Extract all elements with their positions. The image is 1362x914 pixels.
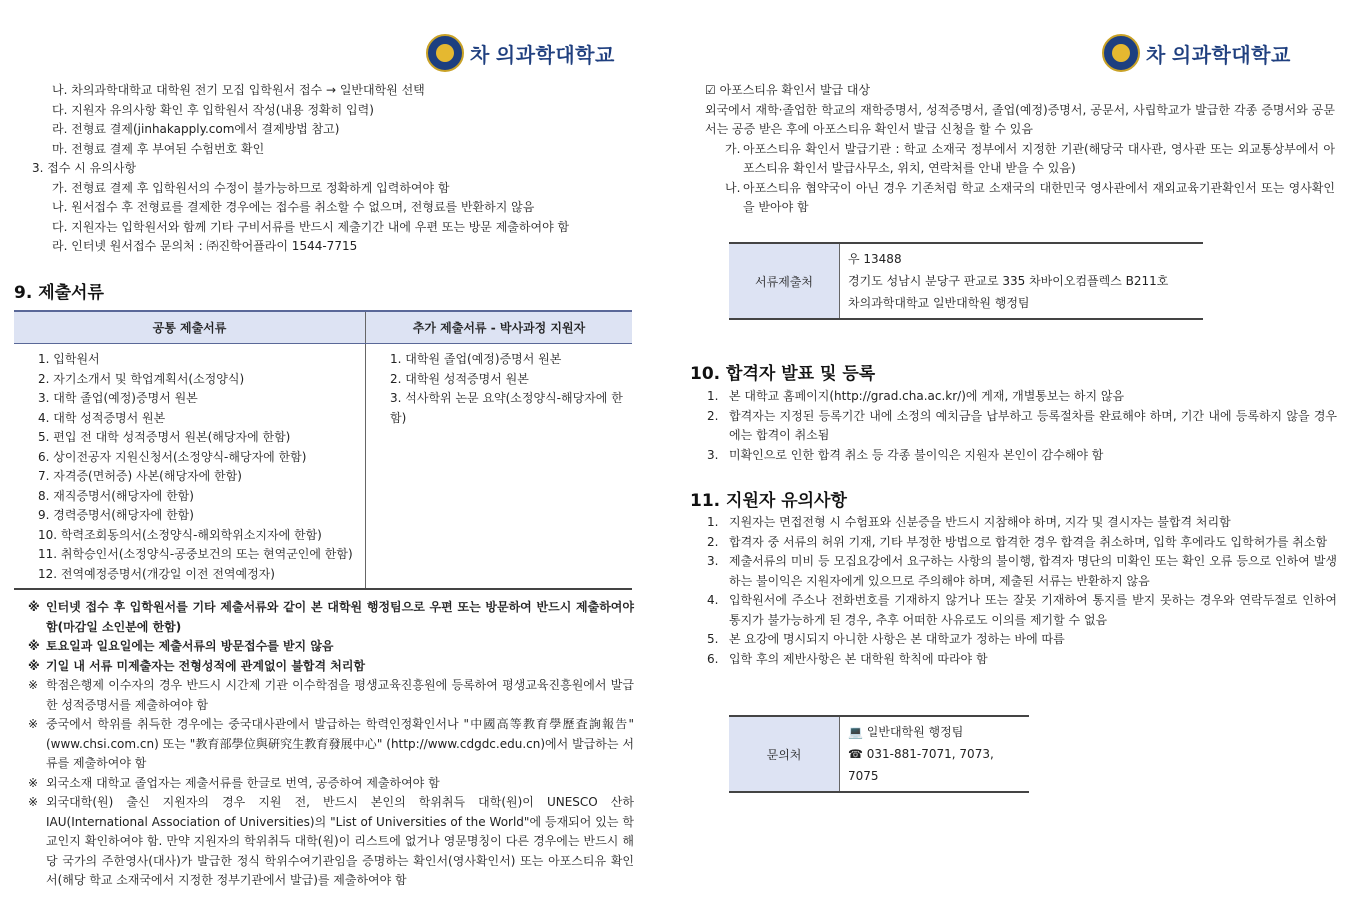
note-item: ※ 학점은행제 이수자의 경우 반드시 시간제 기관 이수학점을 평생교육진흥원에 등록하여 평생교육진흥원에서 발급한 성적증명서를 제출하여야 함 bbox=[28, 678, 634, 712]
application-steps bbox=[0, 81, 660, 257]
list-item: 11. 취학승인서(소정양식-공중보건의 또는 현역군인에 한함) bbox=[38, 547, 353, 561]
list-item: 2. 합격자는 지정된 등록기간 내에 소정의 예치금을 납부하고 등록절차를 완료해야 하며, 기간 내에 등록하지 않을 경우에는 합격이 취소됨 bbox=[707, 408, 1337, 442]
list-item: 4. 입학원서에 주소나 전화번호를 기재하지 않거나 또는 잘못 기재하여 통지를 받지 못하는 경우와 연락두절로 인하여 통지가 불가능하게 된 경우, 추후 어떠한 사유로도 이의를 제기할 수 없음 bbox=[707, 593, 1337, 627]
list-item: 2. 합격자 중 서류의 허위 기재, 기타 부정한 방법으로 합격한 경우 합격을 취소하며, 입학 후에라도 입학허가를 취소함 bbox=[707, 534, 1328, 549]
list-item: 1. 지원자는 면접전형 시 수험표와 신분증을 반드시 지참해야 하며, 지각 및 결시자는 불합격 처리함 bbox=[707, 515, 1231, 529]
item3-title: 3. 접수 시 유의사항 bbox=[32, 161, 137, 175]
note-item: ※ 인터넷 접수 후 입학원서를 기타 제출서류와 같이 본 대학원 행정팀으로 우편 또는 방문하여 반드시 제출하여야 함(마감일 소인분에 한함) bbox=[28, 600, 634, 634]
university-seal-icon bbox=[1102, 34, 1140, 72]
university-name: 차 의과학대학교 bbox=[1146, 44, 1291, 67]
submission-address-box bbox=[729, 242, 1203, 320]
phone-icon: ☎ bbox=[848, 747, 863, 761]
list-item: 4. 대학 성적증명서 원본 bbox=[38, 410, 166, 425]
step-line: 다. 지원자는 입학원서와 함께 기타 구비서류를 반드시 제출기간 내에 우편 또는 방문 제출하여야 함 bbox=[52, 219, 570, 234]
contact-phone: 031-881-7071, 7073, 7075 bbox=[848, 747, 994, 783]
contact-box bbox=[729, 715, 1029, 793]
notes-list bbox=[28, 598, 634, 891]
list-item: 3. 제출서류의 미비 등 모집요강에서 요구하는 사항의 불이행, 합격자 명단의 미확인 또는 확인 오류 등으로 인하여 발생하는 불이익은 지원자에게 있으므로 주의해야 하며, 제출된 서류는 반환하지 않음 bbox=[707, 554, 1337, 588]
list-item: 1. 입학원서 bbox=[38, 352, 100, 366]
university-name: 차 의과학대학교 bbox=[470, 44, 615, 67]
doctoral-docs-header: 추가 제출서류 - 박사과정 지원자 bbox=[366, 311, 633, 344]
note-item: ※ 중국에서 학위를 취득한 경우에는 중국대사관에서 발급하는 학력인정확인서나 "中國高等教育學歷査詢報告" (www.chsi.com.cn) 또는 "教育部學位與硏究生教育發展中心" (http://www.cdgdc.edu.cn)에서 발급하는 서류를 제출하여야 함 bbox=[28, 717, 634, 770]
right-page bbox=[681, 0, 1362, 914]
submission-label: 서류제출처 bbox=[729, 243, 840, 319]
step-line: 나. 원서접수 후 전형료를 결제한 경우에는 접수를 취소할 수 없으며, 전형료를 반환하지 않음 bbox=[52, 200, 535, 214]
step-line: 라. 전형료 결제(jinhakapply.com에서 결제방법 참고) bbox=[52, 122, 340, 136]
list-item: 3. 대학 졸업(예정)증명서 원본 bbox=[38, 391, 198, 405]
common-docs-list bbox=[14, 344, 366, 590]
note-item: ※ 외국소재 대학교 졸업자는 제출서류를 한글로 번역, 공증하여 제출하여야 함 bbox=[28, 775, 440, 790]
contact-label: 문의처 bbox=[729, 716, 840, 792]
apostille-body: 외국에서 재학·졸업한 학교의 재학증명서, 성적증명서, 졸업(예정)증명서, 공문서, 사립학교가 발급한 각종 증명서와 공문서는 공증 받은 후에 아포스티유 확인서 발급 신청을 할 수 있음 bbox=[705, 102, 1335, 136]
apostille-item: 가. 아포스티유 확인서 발급기관 : 학교 소재국 정부에서 지정한 기관(해당국 대사관, 영사관 또는 외교통상부에서 아포스티유 확인서 발급사무소, 위치, 연락처를 안내 받을 수 있음) bbox=[725, 141, 1335, 175]
university-seal-icon bbox=[426, 34, 464, 72]
list-item: 2. 대학원 성적증명서 원본 bbox=[390, 371, 529, 386]
section-9-title: 9. 제출서류 bbox=[14, 283, 104, 303]
documents-table bbox=[14, 310, 632, 590]
section-10-list bbox=[707, 387, 1337, 465]
step-line: 나. 차의과학대학교 대학원 전기 모집 입학원서 접수 → 일반대학원 선택 bbox=[52, 83, 425, 97]
section-11-list bbox=[707, 513, 1337, 669]
step-line: 마. 전형료 결제 후 부여된 수험번호 확인 bbox=[52, 141, 265, 156]
list-item: 5. 편입 전 대학 성적증명서 원본(해당자에 한함) bbox=[38, 430, 291, 444]
common-docs-header: 공통 제출서류 bbox=[14, 311, 366, 344]
list-item: 7. 자격증(면허증) 사본(해당자에 한함) bbox=[38, 469, 242, 483]
list-item: 1. 대학원 졸업(예정)증명서 원본 bbox=[390, 352, 562, 366]
step-line: 가. 전형료 결제 후 입학원서의 수정이 불가능하므로 정확하게 입력하여야 함 bbox=[52, 180, 450, 195]
university-logo bbox=[426, 34, 615, 72]
list-item: 3. 석사학위 논문 요약(소정양식-해당자에 한함) bbox=[390, 391, 623, 425]
step-line: 라. 인터넷 원서접수 문의처 : ㈜진학어플라이 1544-7715 bbox=[52, 239, 358, 253]
list-item: 6. 입학 후의 제반사항은 본 대학원 학칙에 따라야 함 bbox=[707, 651, 988, 666]
apostille-item: 나. 아포스티유 협약국이 아닌 경우 기존처럼 학교 소재국의 대한민국 영사관에서 재외교육기관확인서 또는 영사확인을 받아야 함 bbox=[725, 180, 1335, 214]
submission-address: 우 13488 경기도 성남시 분당구 판교로 335 차바이오컴플렉스 B211호 차의과학대학교 일반대학원 행정팀 bbox=[840, 243, 1204, 319]
section-10-title: 10. 합격자 발표 및 등록 bbox=[690, 364, 876, 384]
section-11-title: 11. 지원자 유의사항 bbox=[690, 491, 847, 511]
computer-icon: 💻 bbox=[848, 725, 863, 739]
apostille-title: ☑ 아포스티유 확인서 발급 대상 bbox=[705, 83, 871, 97]
list-item: 9. 경력증명서(해당자에 한함) bbox=[38, 508, 194, 522]
apostille-section bbox=[705, 81, 1335, 218]
list-item: 8. 재직증명서(해당자에 한함) bbox=[38, 488, 194, 503]
note-item: ※ 외국대학(원) 출신 지원자의 경우 지원 전, 반드시 본인의 학위취득 대학(원)이 UNESCO 산하 IAU(International Association of Universities)의 "List of Universities of the World"에 등재되어 있는 학교인지 확인하여야 함. 만약 지원자의 학위취득 대학(원)이 리스트에 없거나 영문명칭이 다른 경우에는 반드시 해당 국가의 주한영사(대사)가 발급한 정식 학위수여기관임을 증명하는 확인서(영사확인서) 또는 아포스티유 확인서(해당 학교 소재국에서 지정한 정부기관에서 발급)를 제출하여야 함 bbox=[28, 795, 634, 887]
list-item: 6. 상이전공자 지원신청서(소정양식-해당자에 한함) bbox=[38, 449, 307, 464]
note-item: ※ 토요일과 일요일에는 제출서류의 방문접수를 받지 않음 bbox=[28, 639, 334, 653]
list-item: 10. 학력조회동의서(소정양식-해외학위소지자에 한함) bbox=[38, 527, 322, 542]
doctoral-docs-list bbox=[366, 344, 633, 590]
step-line: 다. 지원자 유의사항 확인 후 입학원서 작성(내용 정확히 입력) bbox=[52, 102, 374, 117]
list-item: 3. 미확인으로 인한 합격 취소 등 각종 불이익은 지원자 본인이 감수해야 함 bbox=[707, 447, 1104, 462]
list-item: 12. 전역예정증명서(개강일 이전 전역예정자) bbox=[38, 566, 275, 581]
list-item: 5. 본 요강에 명시되지 아니한 사항은 본 대학교가 정하는 바에 따름 bbox=[707, 632, 1065, 646]
contact-info: 💻 일반대학원 행정팀 ☎ 031-881-7071, 7073, 7075 bbox=[840, 716, 1030, 792]
note-item: ※ 기일 내 서류 미제출자는 전형성적에 관계없이 불합격 처리함 bbox=[28, 658, 366, 673]
list-item: 2. 자기소개서 및 학업계획서(소정양식) bbox=[38, 371, 245, 386]
university-logo bbox=[1102, 34, 1291, 72]
list-item: 1. 본 대학교 홈페이지(http://grad.cha.ac.kr/)에 게재, 개별통보는 하지 않음 bbox=[707, 389, 1125, 403]
